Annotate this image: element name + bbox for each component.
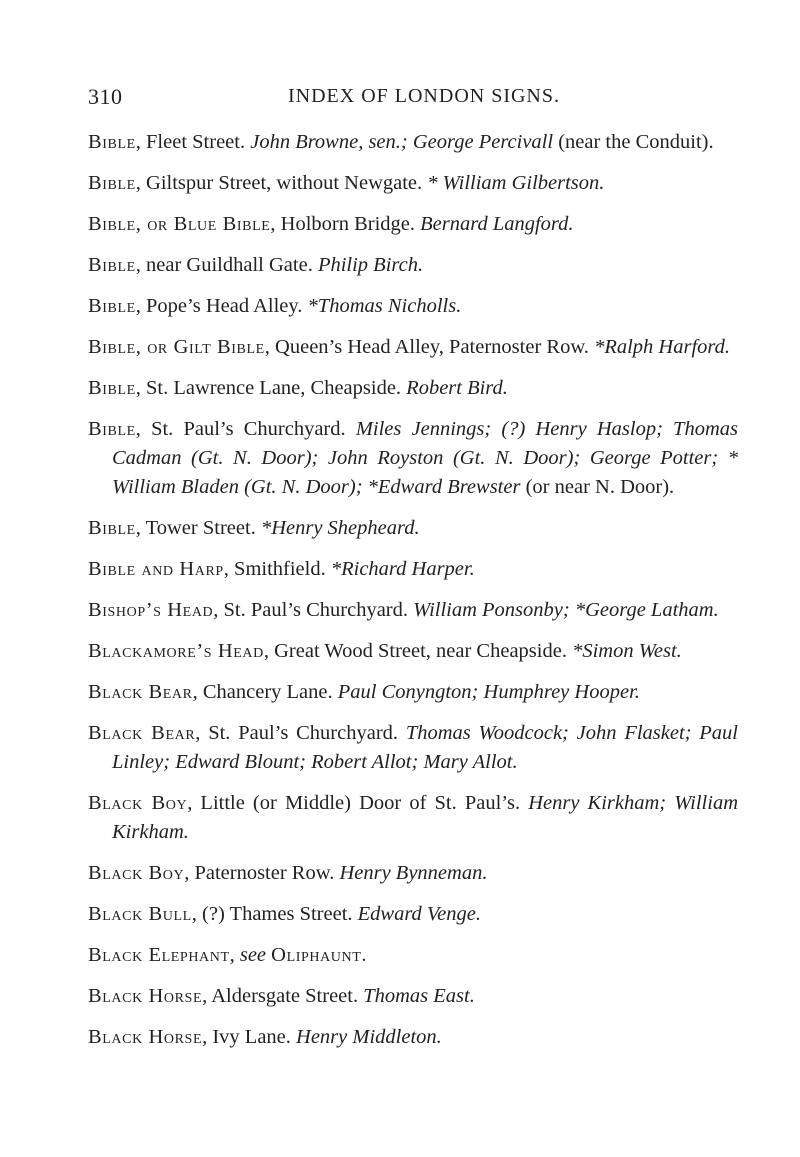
- printers-names: Henry Middleton.: [296, 1026, 442, 1048]
- sign-name: Blackamore’s Head: [88, 640, 264, 662]
- sign-location: , Queen’s Head Alley, Paternoster Row.: [264, 336, 589, 358]
- printers-names: *Henry Shepheard.: [260, 517, 420, 539]
- printers-names: Thomas East.: [363, 985, 475, 1007]
- page-header: [88, 84, 738, 112]
- index-entry: [88, 169, 738, 198]
- sign-name: Bible and Harp: [88, 558, 224, 580]
- index-entry: [88, 719, 738, 777]
- index-entry: [88, 514, 738, 543]
- sign-name: Black Boy: [88, 862, 185, 884]
- sign-location: , Paternoster Row.: [184, 862, 335, 884]
- printers-names: *Ralph Harford.: [594, 336, 730, 358]
- sign-name: Bible, or Blue Bible: [88, 213, 271, 235]
- sign-location: , near Guildhall Gate.: [135, 254, 313, 276]
- sign-name: Black Bear: [88, 722, 196, 744]
- sign-name: Black Horse: [88, 985, 203, 1007]
- sign-location: , St. Paul’s Churchyard.: [135, 418, 346, 440]
- printers-names: *Richard Harper.: [330, 558, 475, 580]
- sign-name: Black Bull: [88, 903, 192, 925]
- index-entry: [88, 789, 738, 847]
- sign-location: , Little (or Middle) Door of St. Paul’s.: [187, 792, 521, 814]
- printers-names: John Browne, sen.; George Percivall: [250, 131, 554, 153]
- printers-names: Paul Conyngton; Humphrey Hooper.: [337, 681, 640, 703]
- index-entry: [88, 210, 738, 239]
- printers-names: *Simon West.: [572, 640, 682, 662]
- sign-location: , Smithfield.: [223, 558, 326, 580]
- sign-location: , (?) Thames Street.: [191, 903, 353, 925]
- printers-names: Robert Bird.: [406, 377, 508, 399]
- sign-location: , St. Paul’s Churchyard.: [213, 599, 408, 621]
- index-entry: [88, 637, 738, 666]
- index-entry: [88, 415, 738, 502]
- sign-location: , Chancery Lane.: [192, 681, 333, 703]
- sign-name: Bible: [88, 172, 136, 194]
- sign-location: , Pope’s Head Alley.: [135, 295, 303, 317]
- sign-name: Bible: [88, 377, 136, 399]
- index-entry: [88, 900, 738, 929]
- running-head: INDEX OF LONDON SIGNS.: [288, 85, 560, 107]
- sign-location: , Great Wood Street, near Cheapside.: [263, 640, 567, 662]
- sign-name: Black Bear: [88, 681, 193, 703]
- printers-names: Henry Bynneman.: [339, 862, 488, 884]
- printers-names: *Thomas Nicholls.: [307, 295, 462, 317]
- printers-names: Edward Venge.: [357, 903, 482, 925]
- sign-location: , Holborn Bridge.: [270, 213, 416, 235]
- sign-location: , St. Lawrence Lane, Cheapside.: [135, 377, 402, 399]
- see-reference-target: Oliphaunt: [271, 944, 362, 966]
- sign-name: Bishop’s Head: [88, 599, 214, 621]
- index-entry: [88, 596, 738, 625]
- index-entry: [88, 374, 738, 403]
- entry-note: (or near N. Door).: [520, 476, 675, 498]
- sign-name: Bible: [88, 254, 136, 276]
- entry-note: (near the Conduit).: [553, 131, 714, 153]
- printers-names: Miles Jennings; (?) Henry Haslop; Thomas Cadman (Gt. N. Door); John Royston (Gt. N. Door); George Potter; * William Bladen (Gt. N. Door); *Edward Brewster: [112, 418, 738, 498]
- see-reference-word: see: [239, 944, 267, 966]
- entry-note: .: [361, 944, 367, 966]
- printers-names: Bernard Langford.: [420, 213, 574, 235]
- printers-names: * William Gilbertson.: [427, 172, 605, 194]
- index-entry: [88, 128, 738, 157]
- sign-name: Bible, or Gilt Bible: [88, 336, 265, 358]
- index-entry: [88, 292, 738, 321]
- printers-names: Henry Kirkham; William Kirkham.: [112, 792, 739, 843]
- sign-location: , Aldersgate Street.: [202, 985, 359, 1007]
- sign-name: Black Elephant: [88, 944, 230, 966]
- index-entry: [88, 982, 738, 1011]
- sign-name: Bible: [88, 517, 136, 539]
- printers-names: Philip Birch.: [317, 254, 424, 276]
- index-entry: [88, 859, 738, 888]
- printers-names: Thomas Woodcock; John Flasket; Paul Linley; Edward Blount; Robert Allot; Mary Allot.: [112, 722, 738, 773]
- sign-location: , Ivy Lane.: [202, 1026, 291, 1048]
- index-entry: [88, 555, 738, 584]
- index-entry: [88, 333, 738, 362]
- printers-names: William Ponsonby; *George Latham.: [413, 599, 719, 621]
- sign-location: , Giltspur Street, without Newgate.: [135, 172, 423, 194]
- sign-location: , St. Paul’s Churchyard.: [195, 722, 399, 744]
- index-entries: [88, 128, 738, 1064]
- index-entry: [88, 678, 738, 707]
- sign-location: , Fleet Street.: [135, 131, 246, 153]
- page-number: 310: [88, 84, 123, 109]
- index-entry: [88, 941, 738, 970]
- sign-name: Black Horse: [88, 1026, 203, 1048]
- sign-name: Black Boy: [88, 792, 188, 814]
- index-entry: [88, 251, 738, 280]
- sign-name: Bible: [88, 131, 136, 153]
- sign-location: , Tower Street.: [135, 517, 256, 539]
- index-entry: [88, 1023, 738, 1052]
- sign-name: Bible: [88, 295, 136, 317]
- sign-location: ,: [229, 944, 235, 966]
- sign-name: Bible: [88, 418, 136, 440]
